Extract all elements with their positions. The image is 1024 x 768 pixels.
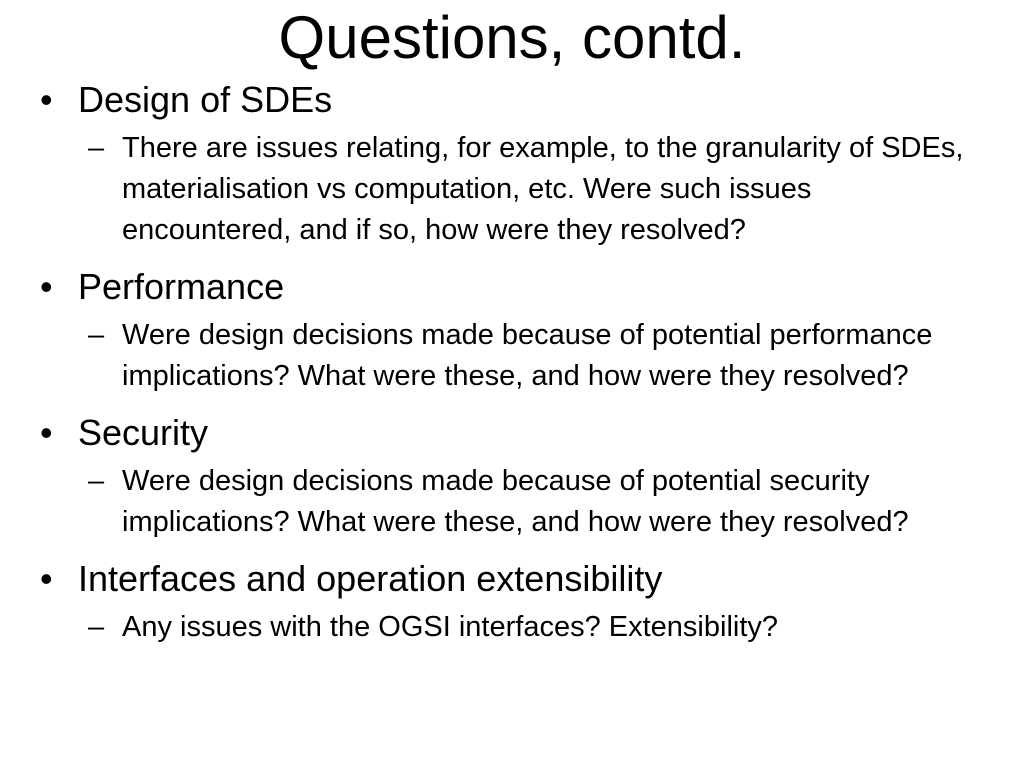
sub-item [78,607,1024,648]
sub-item-text: Were design decisions made because of potential security implications? What were these, and how were they resolved? [122,465,909,538]
sub-item [78,128,1024,251]
sub-item-text: Any issues with the OGSI interfaces? Extensibility? [122,611,779,643]
bullet-item-performance [0,263,1024,397]
dash-marker: – [88,611,105,643]
sub-list [78,128,1024,251]
bullet-heading: Performance [78,266,285,307]
sub-item-text: Were design decisions made because of potential performance implications? What were these, and how were they resolved? [122,319,933,392]
dash-marker: – [88,465,105,497]
dash-marker: – [88,319,105,351]
slide-title: Questions, contd. [278,4,746,71]
bullet-point: • [40,266,53,307]
bullet-item-security [0,409,1024,543]
bullet-heading: Design of SDEs [78,79,333,120]
bullet-heading: Interfaces and operation extensibility [78,558,663,599]
bullet-item-interfaces [0,555,1024,648]
sub-list [78,461,1024,543]
bullet-heading: Security [78,412,209,453]
bullet-item-design-of-sdes [0,76,1024,251]
dash-marker: – [88,132,105,164]
sub-list [78,607,1024,648]
sub-item-text: There are issues relating, for example, to the granularity of SDEs, materialisation vs computation, etc. Were such issues encountered, and if so, how were they resolved? [122,132,964,246]
bullet-point: • [40,558,53,599]
sub-item [78,315,1024,397]
bullet-list [0,76,1024,648]
sub-item [78,461,1024,543]
sub-list [78,315,1024,397]
bullet-point: • [40,79,53,120]
bullet-point: • [40,412,53,453]
